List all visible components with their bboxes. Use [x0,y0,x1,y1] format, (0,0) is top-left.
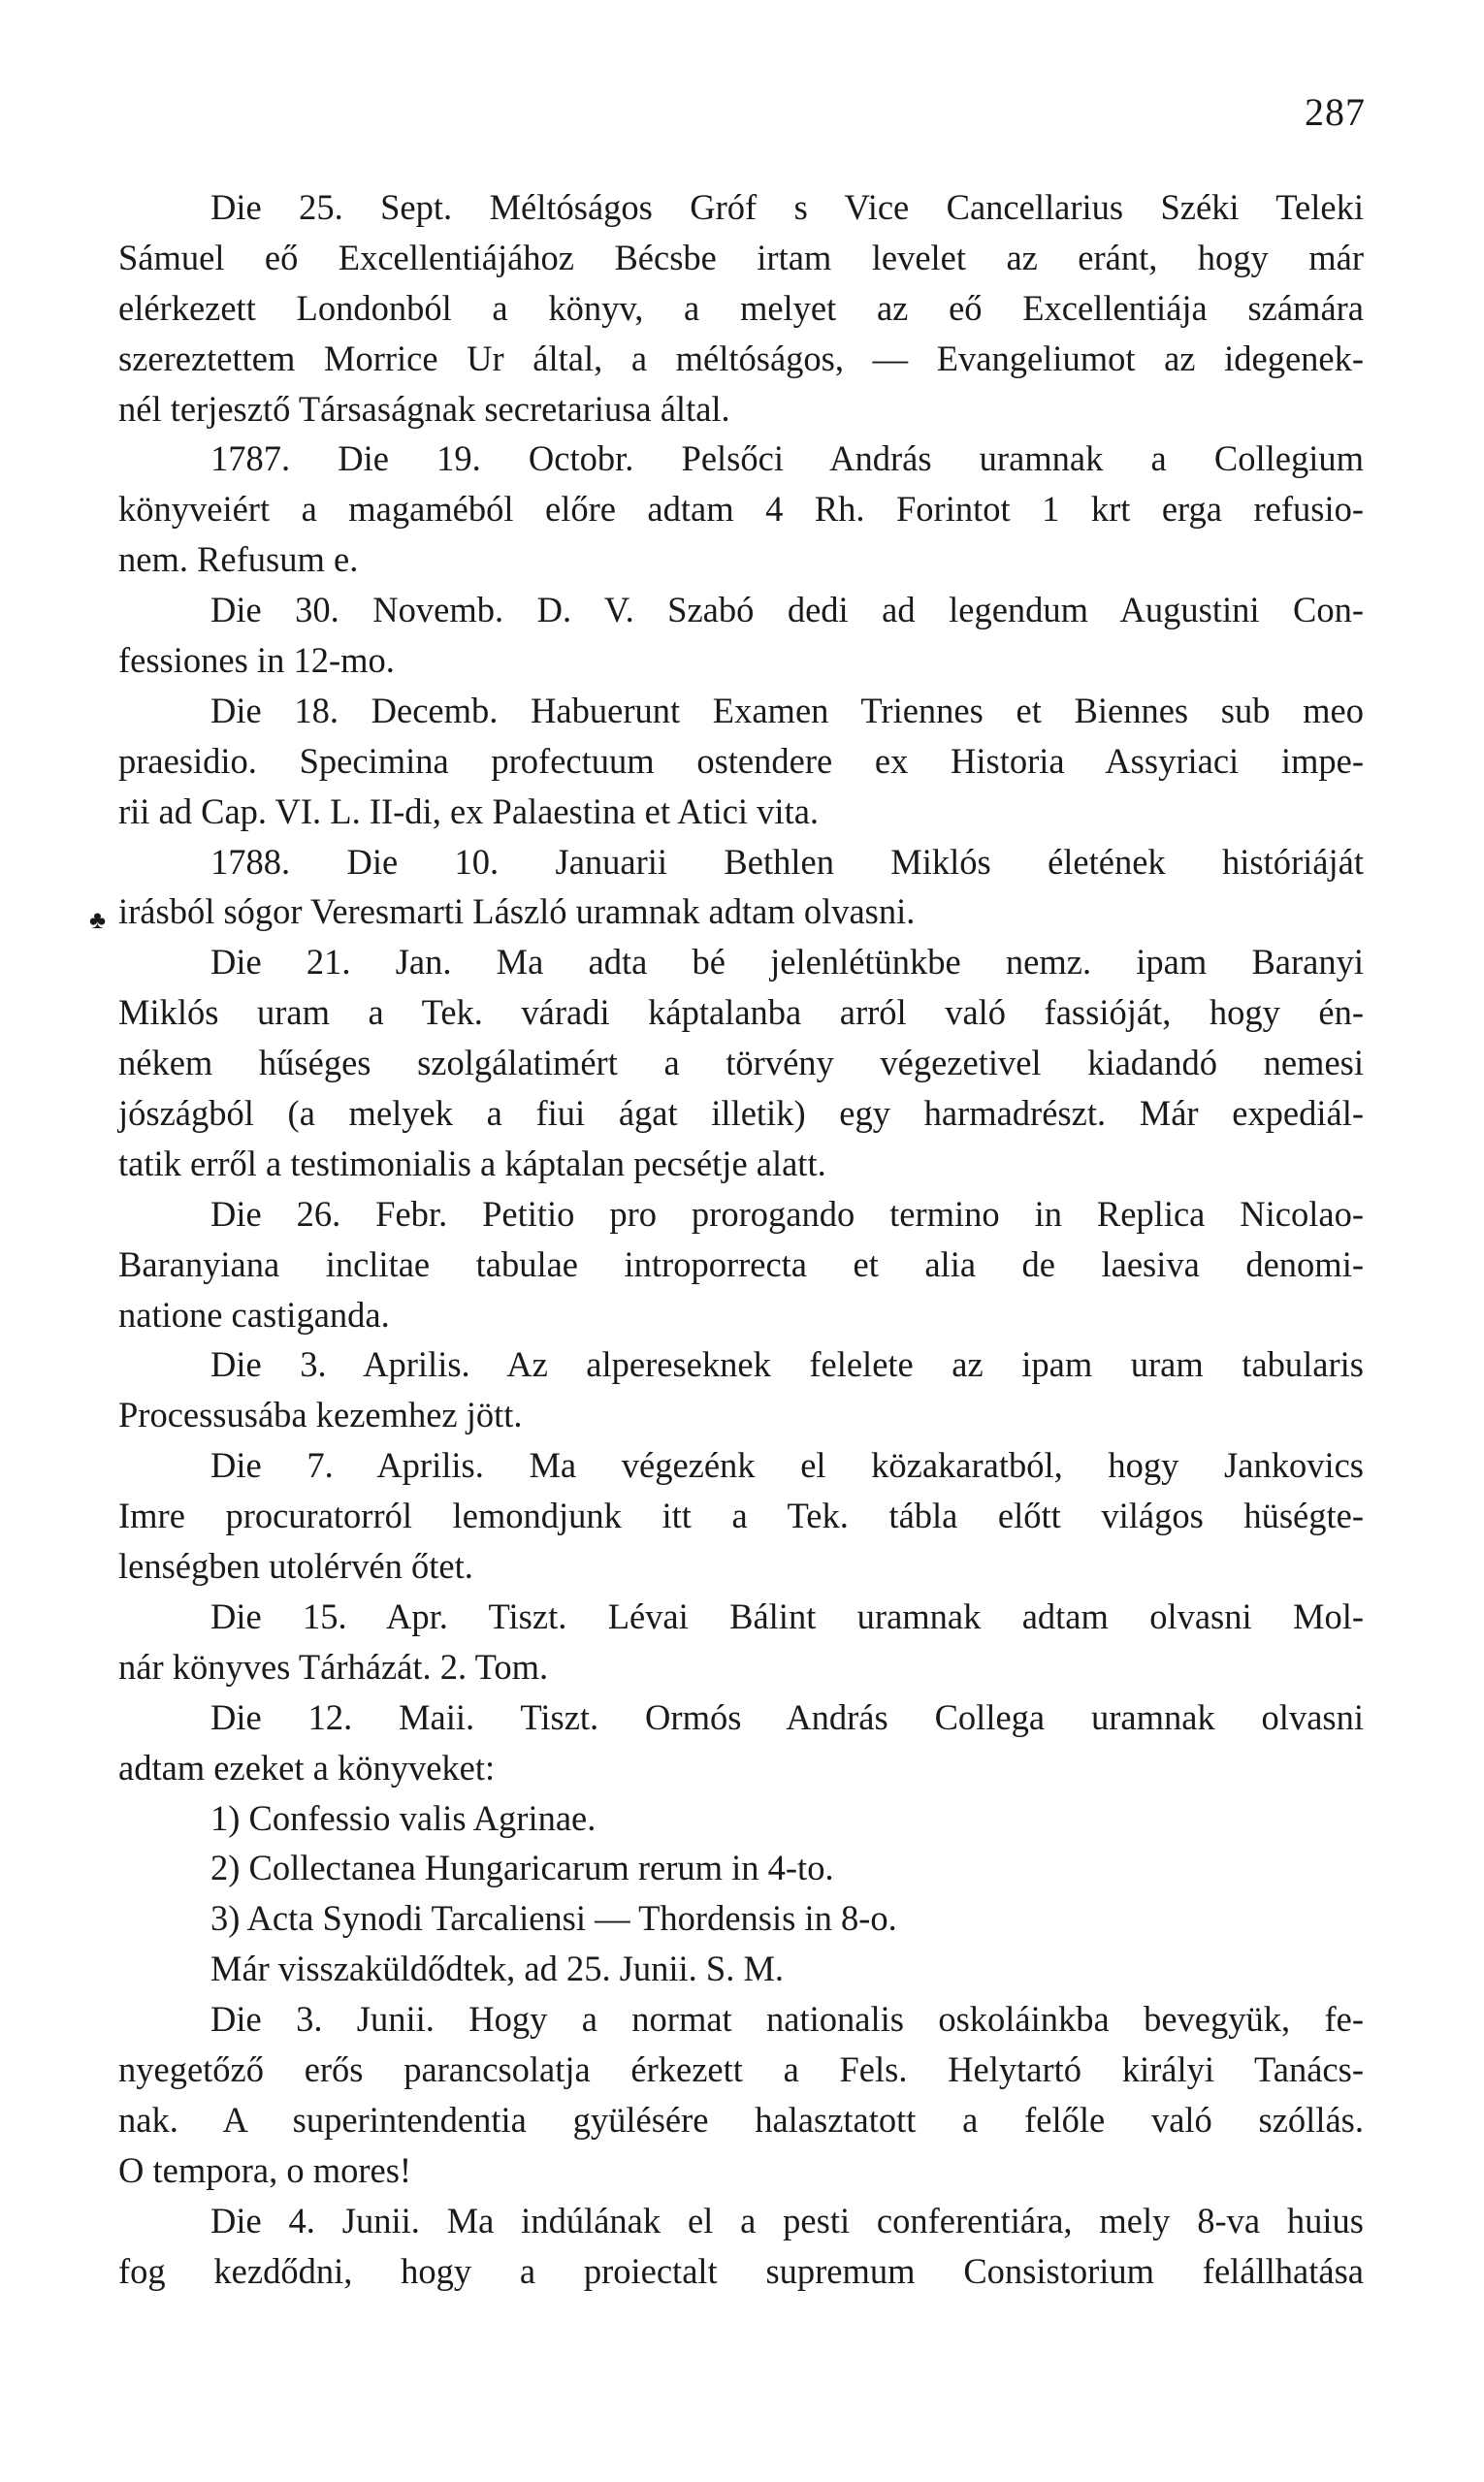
text-line: nak. A superintendentia gyülésére halasztatott a felőle való szóllás. [118,2099,1364,2140]
text-line: 2) Collectanea Hungaricarum rerum in 4-to. [210,1848,834,1888]
text-line: Die 30. Novemb. D. V. Szabó dedi ad legendum Augustini Con- [210,590,1364,630]
text-line: tatik erről a testimonialis a káptalan pecsétje alatt. [118,1143,826,1183]
text-line: Baranyiana inclitae tabulae introporrecta et alia de laesiva denomi- [118,1243,1364,1284]
text-line: nékem hűséges szolgálatimért a törvény végezetivel kiadandó nemesi [118,1043,1364,1083]
text-line: Sámuel eő Excellentiájához Bécsbe irtam levelet az eránt, hogy már [118,237,1364,277]
text-line: könyveiért a magaméból előre adtam 4 Rh. Forintot 1 krt erga refusio- [118,489,1364,530]
margin-marker-icon: ♣ [89,905,107,934]
text-line: Die 21. Jan. Ma adta bé jelenlétünkbe nemz. ipam Baranyi [210,942,1364,983]
text-line: Miklós uram a Tek. váradi káptalanba arról való fassióját, hogy én- [118,992,1364,1033]
text-line: Die 3. Junii. Hogy a normat nationalis oskoláinkba bevegyük, fe- [210,1999,1364,2040]
text-line: Már visszaküldődtek, ad 25. Junii. S. M. [210,1949,785,1989]
text-line: Die 26. Febr. Petitio pro prorogando termino in Replica Nicolao- [210,1193,1364,1234]
text-line: natione castiganda. [118,1294,390,1335]
text-line: szereztettem Morrice Ur által, a méltóságos, — Evangeliumot az idegenek- [118,338,1364,378]
text-line: Die 3. Aprilis. Az alpereseknek felelete az ipam uram tabularis [210,1344,1364,1385]
text-line: nem. Refusum e. [118,539,359,580]
text-line: 1) Confessio valis Agrinae. [210,1797,597,1838]
text-line: Die 4. Junii. Ma indúlának el a pesti conferentiára, mely 8-va huius [210,2200,1364,2240]
text-line: Die 12. Maii. Tiszt. Ormós András Collega uramnak olvasni [210,1696,1364,1737]
text-line: elérkezett Londonból a könyv, a melyet az eő Excellentiája számára [118,287,1364,328]
text-line: rii ad Cap. VI. L. II-di, ex Palaestina et Atici vita. [118,790,820,831]
text-line: irásból sógor Veresmarti László uramnak adtam olvasni. [118,891,916,932]
page-number: 287 [1305,90,1366,134]
text-line: lenségben utolérvén őtet. [118,1546,473,1587]
text-line: Die 7. Aprilis. Ma végezénk el közakaratból, hogy Jankovics [210,1445,1364,1486]
text-line: jószágból (a melyek a fiui ágat illetik) egy harmadrészt. Már expediál- [118,1093,1364,1134]
text-line: nyegetőző erős parancsolatja érkezett a Fels. Helytartó királyi Tanács- [118,2048,1364,2089]
text-line: nár könyves Tárházát. 2. Tom. [118,1646,549,1687]
text-line: 1787. Die 19. Octobr. Pelsőci András uramnak a Collegium [210,438,1364,479]
text-line: nél terjesztő Társaságnak secretariusa által. [118,388,730,429]
text-line: 1788. Die 10. Januarii Bethlen Miklós életének históriáját [210,841,1364,882]
text-line: adtam ezeket a könyveket: [118,1747,496,1788]
text-line: O tempora, o mores! [118,2149,412,2190]
text-line: 3) Acta Synodi Tarcaliensi — Thordensis in 8-o. [210,1898,897,1939]
text-line: Processusába kezemhez jött. [118,1395,523,1435]
text-line: fessiones in 12-mo. [118,640,395,681]
text-line: Imre procuratorról lemondjunk itt a Tek. tábla előtt világos hüségte- [118,1496,1364,1536]
body-text [89,182,1364,2296]
text-line: Die 25. Sept. Méltóságos Gróf s Vice Cancellarius Széki Teleki [210,187,1364,227]
text-line: Die 18. Decemb. Habuerunt Examen Triennes et Biennes sub meo [210,690,1364,730]
text-line: Die 15. Apr. Tiszt. Lévai Bálint uramnak adtam olvasni Mol- [210,1596,1364,1636]
text-line: praesidio. Specimina profectuum ostendere ex Historia Assyriaci impe- [118,740,1364,781]
text-line: fog kezdődni, hogy a proiectalt supremum Consistorium felállhatása [118,2250,1364,2291]
